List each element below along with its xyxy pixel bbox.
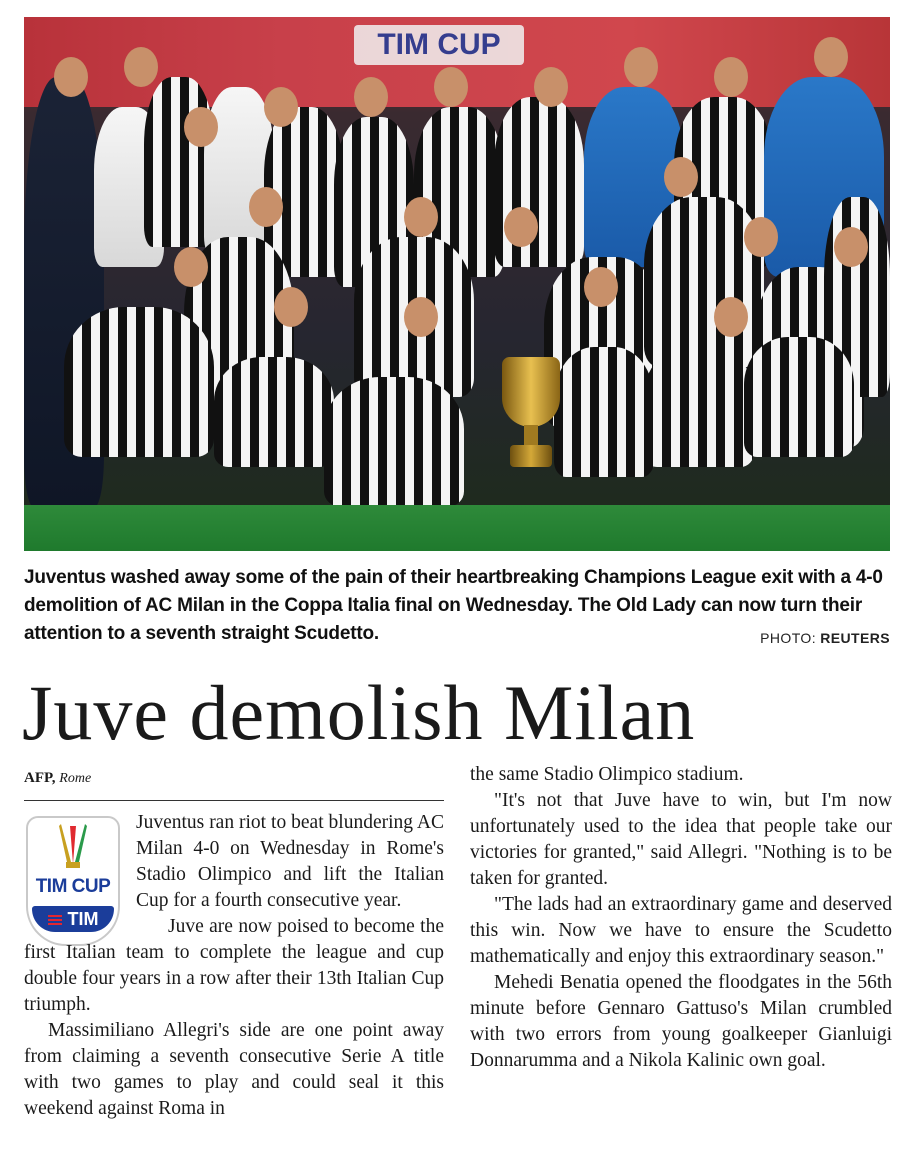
player-head: [534, 67, 568, 107]
player-head: [834, 227, 868, 267]
player-head: [124, 47, 158, 87]
player-figure: [494, 97, 584, 267]
player-head: [184, 107, 218, 147]
player-head: [744, 217, 778, 257]
player-figure: [744, 337, 854, 457]
byline-rule: [24, 800, 444, 801]
article-paragraph: "The lads had an extraordinary game and deserved this win. Now we have to ensure the Scudetto mathematically and enjoy this extraordinary season.": [470, 894, 892, 967]
article-paragraph: Massimiliano Allegri's side are one point away from claiming a seventh consecutive Serie A title with two games to play and could seal it this weekend against Roma in: [24, 1020, 444, 1119]
photo-credit: [760, 630, 890, 646]
team-celebration-photo: [24, 17, 890, 551]
player-figure: [324, 377, 464, 507]
player-head: [54, 57, 88, 97]
banner-logo: TIM CUP: [354, 25, 524, 65]
photo-credit-label: PHOTO:: [760, 630, 816, 646]
player-head: [354, 77, 388, 117]
player-head: [404, 197, 438, 237]
player-head: [814, 37, 848, 77]
player-head: [714, 297, 748, 337]
logo-brand: TIM: [67, 909, 99, 929]
player-head: [714, 57, 748, 97]
player-figure: [554, 347, 654, 477]
player-figure: [64, 307, 214, 457]
photo-credit-source: REUTERS: [820, 630, 890, 646]
player-head: [264, 87, 298, 127]
article-paragraph: Mehedi Benatia opened the floodgates in the 56th minute before Gennaro Gattuso's Milan crumbled with two errors from young goalkeeper Gianluigi Donnarumma and a Nikola Kalinic own goal.: [470, 972, 892, 1071]
player-head: [504, 207, 538, 247]
byline-place: Rome: [59, 771, 92, 786]
headline: Juve demolish Milan: [22, 669, 696, 756]
article-column-1-top: [136, 810, 444, 914]
player-head: [664, 157, 698, 197]
tim-cup-trophy-icon: [57, 822, 89, 870]
article-paragraph: Juventus ran riot to beat blundering AC Milan 4-0 on Wednesday in Rome's Stadio Olimpico and lift the Italian Cup for a fourth consecutive year.: [136, 812, 444, 911]
player-head: [624, 47, 658, 87]
article-paragraph: the same Stadio Olimpico stadium.: [470, 764, 744, 785]
player-head: [434, 67, 468, 107]
byline: [24, 770, 91, 787]
player-head: [174, 247, 208, 287]
article-column-1: [24, 914, 444, 1122]
player-head: [274, 287, 308, 327]
player-figure: [644, 347, 754, 467]
logo-title: TIM CUP: [35, 876, 111, 897]
player-head: [249, 187, 283, 227]
photo-caption: Juventus washed away some of the pain of their heartbreaking Champions League exit with a 4-0 demolition of AC Milan in the Coppa Italia final on Wednesday. The Old Lady can now turn their attention to a seventh straight Scudetto.: [24, 567, 883, 644]
article-column-2: [470, 762, 892, 1074]
byline-agency: AFP,: [24, 770, 56, 786]
player-figure: [214, 357, 334, 467]
player-figure: [644, 197, 764, 367]
pitch-grass: [24, 505, 890, 551]
player-head: [404, 297, 438, 337]
player-head: [584, 267, 618, 307]
article-paragraph: Juve are now poised to become the first Italian team to complete the league and cup double four years in a row after their 13th Italian Cup triumph.: [24, 916, 444, 1015]
coppa-italia-trophy: [502, 357, 560, 467]
article-paragraph: "It's not that Juve have to win, but I'm now unfortunately used to the idea that people take our victories for granted," said Allegri. "Nothing is to be taken for granted.: [470, 790, 892, 889]
